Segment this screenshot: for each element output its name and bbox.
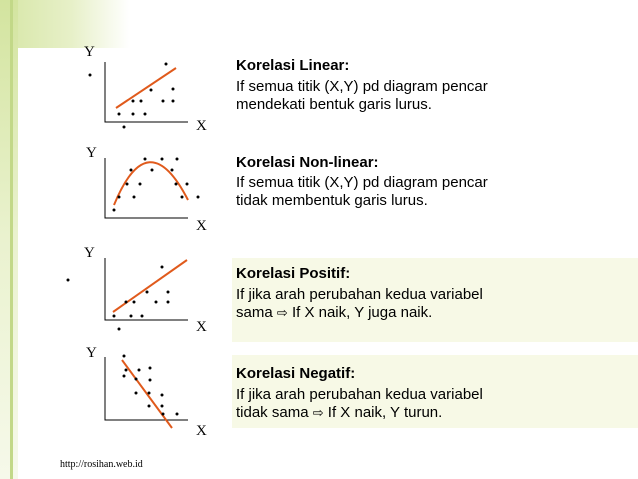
axes-linear — [105, 62, 188, 122]
description-negative-line2-pre: tidak sama — [236, 404, 309, 421]
y-axis-label-positive: Y — [84, 245, 95, 261]
scatter-negative — [105, 355, 188, 429]
description-positive-line2-post: If X naik, Y juga naik. — [291, 304, 433, 321]
axes-nonlinear — [105, 158, 188, 218]
heading-nonlinear: Korelasi Non-linear: — [236, 154, 379, 171]
description-positive-line1: If jika arah perubahan kedua variabel — [236, 286, 483, 303]
scatter-linear — [89, 62, 189, 129]
points-positive — [67, 266, 170, 331]
heading-linear: Korelasi Linear: — [236, 57, 350, 74]
points-linear — [89, 63, 175, 129]
x-axis-label-negative: X — [196, 423, 207, 439]
description-nonlinear — [236, 174, 616, 210]
y-axis-label-negative: Y — [86, 345, 97, 361]
heading-positive: Korelasi Positif: — [236, 265, 351, 282]
x-axis-label-linear: X — [196, 118, 207, 134]
description-negative — [236, 386, 616, 423]
description-positive-line2 — [236, 304, 616, 323]
description-nonlinear-line2: tidak membentuk garis lurus. — [236, 192, 428, 209]
scatter-positive — [67, 258, 189, 331]
trend-line-linear — [116, 68, 176, 108]
heading-negative: Korelasi Negatif: — [236, 365, 356, 382]
description-positive — [236, 286, 616, 323]
trend-line-positive — [113, 260, 187, 312]
description-nonlinear-line1: If semua titik (X,Y) pd diagram pencar — [236, 174, 488, 191]
axes-negative — [105, 357, 188, 420]
scatter-nonlinear — [105, 158, 200, 219]
points-negative — [123, 355, 179, 416]
description-positive-line2-pre: sama — [236, 304, 273, 321]
description-negative-line1: If jika arah perubahan kedua variabel — [236, 386, 483, 403]
trend-line-negative — [122, 360, 172, 428]
points-nonlinear — [113, 158, 200, 212]
x-axis-label-nonlinear: X — [196, 218, 207, 234]
arrow-right-icon: ⇨ — [312, 406, 324, 421]
arrow-right-icon: ⇨ — [276, 306, 288, 321]
description-negative-line2 — [236, 404, 616, 423]
y-axis-label-nonlinear: Y — [86, 145, 97, 161]
description-negative-line2-post: If X naik, Y turun. — [327, 404, 443, 421]
description-linear-line2: mendekati bentuk garis lurus. — [236, 96, 432, 113]
description-linear-line1: If semua titik (X,Y) pd diagram pencar — [236, 78, 488, 95]
x-axis-label-positive: X — [196, 319, 207, 335]
y-axis-label-linear: Y — [84, 44, 95, 60]
description-linear — [236, 78, 616, 114]
footer-url: http://rosihan.web.id — [60, 459, 143, 470]
